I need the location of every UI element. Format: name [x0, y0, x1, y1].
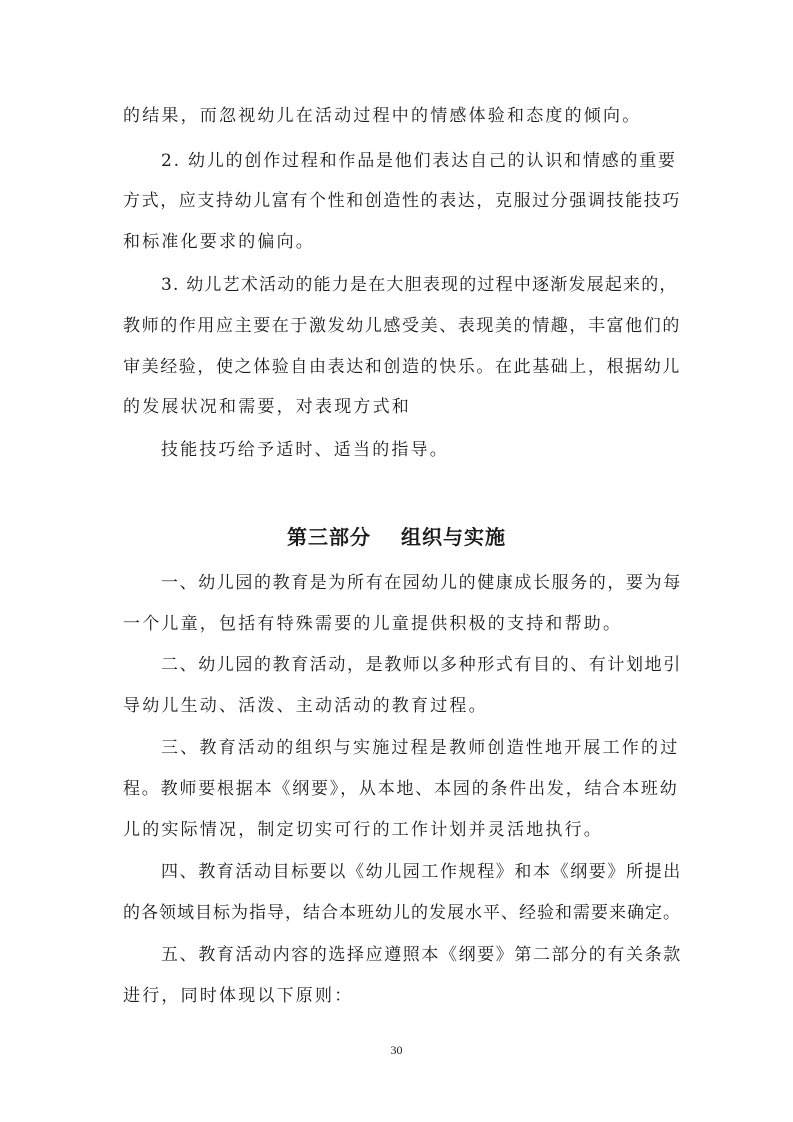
- text-line: 二、幼儿园的教育活动，是教师以多种形式有目的、有计划地引: [161, 655, 682, 675]
- section-title: 组织与实施: [401, 525, 506, 549]
- section-heading: [0, 525, 793, 549]
- text-line: 技能技巧给予适时、适当的指导。: [161, 440, 449, 460]
- text-line: 的结果，而忽视幼儿在活动过程中的情感体验和态度的倾向。: [123, 106, 642, 126]
- page-number: 30: [390, 1043, 403, 1057]
- text-line: 五、教育活动内容的选择应遵照本《纲要》第二部分的有关条款: [161, 945, 682, 965]
- text-line: 教师的作用应主要在于激发幼儿感受美、表现美的情趣，丰富他们的: [123, 316, 681, 336]
- text-line: 的各领域目标为指导，结合本班幼儿的发展水平、经验和需要来确定。: [123, 903, 681, 923]
- text-line: 和标准化要求的偏向。: [123, 232, 315, 252]
- text-line: 一个儿童，包括有特殊需要的儿童提供积极的支持和帮助。: [123, 614, 623, 634]
- text-line: 审美经验，使之体验自由表达和创造的快乐。在此基础上，根据幼儿: [123, 357, 681, 377]
- text-line: 3. 幼儿艺术活动的能力是在大胆表现的过程中逐渐发展起来的，: [161, 275, 678, 295]
- text-line: 程。教师要根据本《纲要》，从本地、本园的条件出发，结合本班幼: [123, 779, 679, 799]
- section-part-label: 第三部分: [287, 525, 371, 549]
- text-line: 方式，应支持幼儿富有个性和创造性的表达，克服过分强调技能技巧: [123, 191, 681, 211]
- text-line: 儿的实际情况，制定切实可行的工作计划并灵活地执行。: [123, 820, 603, 840]
- text-line: 一、幼儿园的教育是为所有在园幼儿的健康成长服务的，要为每: [161, 573, 682, 593]
- text-line: 的发展状况和需要，对表现方式和: [123, 397, 411, 417]
- text-line: 2. 幼儿的创作过程和作品是他们表达自己的认识和情感的重要: [161, 151, 677, 171]
- text-line: 四、教育活动目标要以《幼儿园工作规程》和本《纲要》所提出: [161, 862, 682, 882]
- text-line: 进行，同时体现以下原则：: [123, 986, 354, 1006]
- text-line: 导幼儿生动、活泼、主动活动的教育过程。: [123, 696, 488, 716]
- text-line: 三、教育活动的组织与实施过程是教师创造性地开展工作的过: [161, 738, 680, 758]
